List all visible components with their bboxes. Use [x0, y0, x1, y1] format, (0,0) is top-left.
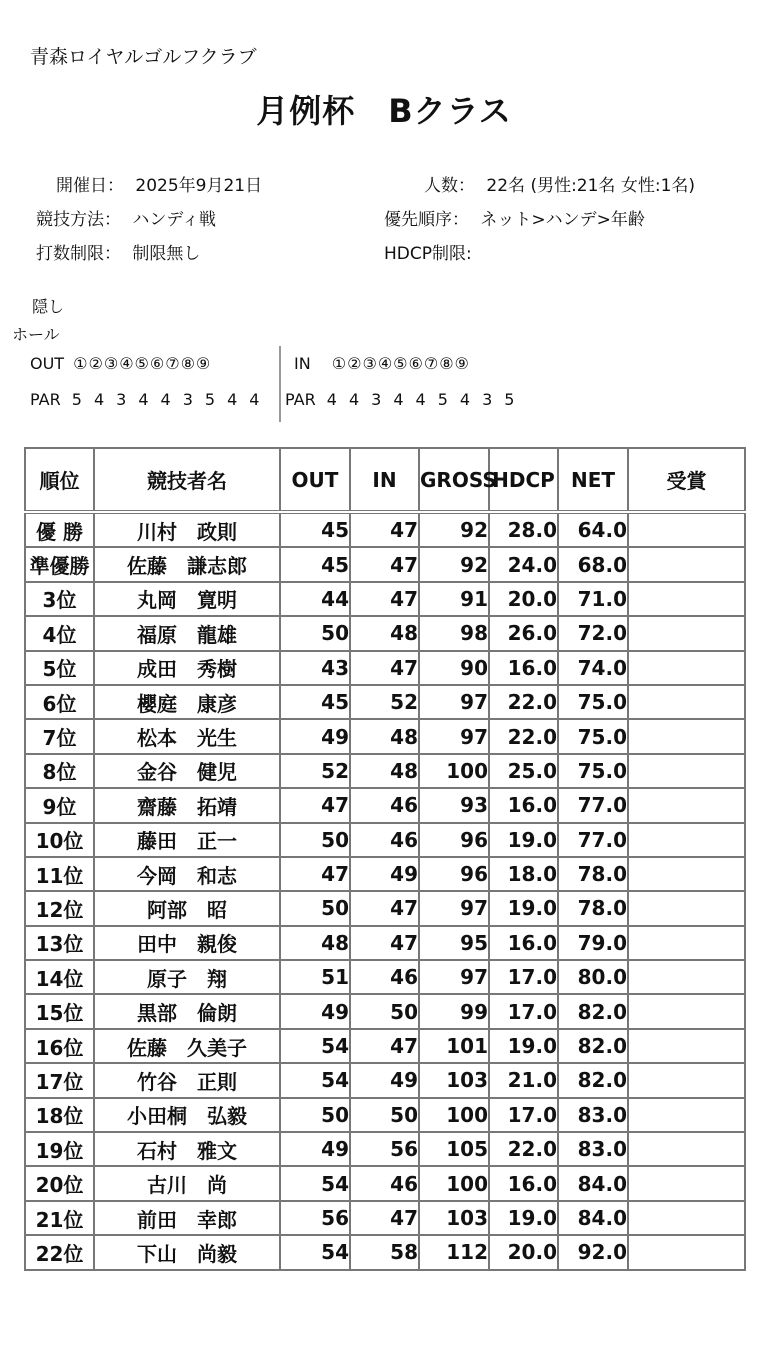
hdcp-cell: 22.0	[489, 1132, 558, 1166]
table-row	[25, 1132, 745, 1166]
net-score-cell: 68.0	[558, 547, 628, 581]
award-cell	[628, 685, 745, 719]
in-par-row	[285, 390, 526, 409]
date-value: 2025年9月21日	[135, 176, 263, 196]
table-row	[25, 685, 745, 719]
out-score-cell: 54	[280, 1166, 350, 1200]
net-score-cell: 84.0	[558, 1201, 628, 1235]
limit-label: 打数制限：	[36, 244, 121, 264]
in-hidden-hole: ③	[362, 354, 377, 373]
header-out: OUT	[280, 448, 350, 512]
gross-score-cell: 96	[419, 857, 489, 891]
player-name-cell: 金谷 健児	[94, 754, 280, 788]
rank-cell: 17位	[25, 1063, 94, 1097]
award-cell	[628, 547, 745, 581]
in-par-value: 4	[348, 390, 360, 409]
header-award: 受賞	[628, 448, 745, 512]
in-score-cell: 52	[350, 685, 419, 719]
out-par-label: PAR	[30, 390, 61, 409]
rank-cell: 8位	[25, 754, 94, 788]
out-score-cell: 45	[280, 512, 350, 547]
in-par-value: 5	[437, 390, 448, 409]
in-par-value: 4	[415, 390, 426, 409]
award-cell	[628, 754, 745, 788]
net-score-cell: 82.0	[558, 994, 628, 1028]
date-label: 開催日：	[56, 176, 124, 196]
player-name-cell: 齋藤 拓靖	[94, 788, 280, 822]
gross-score-cell: 93	[419, 788, 489, 822]
rank-cell: 13位	[25, 926, 94, 960]
results-table	[24, 447, 746, 1271]
out-score-cell: 43	[280, 651, 350, 685]
table-row	[25, 616, 745, 650]
in-hidden-hole: ⑥	[408, 354, 423, 373]
gross-score-cell: 97	[419, 960, 489, 994]
award-cell	[628, 1235, 745, 1269]
gross-score-cell: 100	[419, 754, 489, 788]
hdcp-cell: 19.0	[489, 891, 558, 925]
award-cell	[628, 1201, 745, 1235]
club-name: 青森ロイヤルゴルフクラブ	[30, 46, 257, 68]
net-score-cell: 75.0	[558, 685, 628, 719]
header-net: NET	[558, 448, 628, 512]
rank-cell: 12位	[25, 891, 94, 925]
out-label: OUT	[30, 354, 65, 373]
net-score-cell: 77.0	[558, 788, 628, 822]
rank-cell: 22位	[25, 1235, 94, 1269]
hidden-hole-label-2: ホール	[12, 325, 60, 344]
player-name-cell: 松本 光生	[94, 719, 280, 753]
hdcp-cell: 19.0	[489, 1201, 558, 1235]
net-score-cell: 78.0	[558, 857, 628, 891]
hdcp-cell: 19.0	[489, 1029, 558, 1063]
player-name-cell: 成田 秀樹	[94, 651, 280, 685]
hdcp-cell: 17.0	[489, 1098, 558, 1132]
award-cell	[628, 1166, 745, 1200]
out-hidden-holes	[30, 354, 211, 373]
hdcp-cell: 20.0	[489, 1235, 558, 1269]
player-name-cell: 佐藤 久美子	[94, 1029, 280, 1063]
table-row	[25, 651, 745, 685]
date-info	[56, 171, 262, 196]
out-hidden-hole: ⑤	[134, 354, 149, 373]
gross-score-cell: 112	[419, 1235, 489, 1269]
in-score-cell: 58	[350, 1235, 419, 1269]
method-info	[36, 205, 216, 230]
gross-score-cell: 105	[419, 1132, 489, 1166]
in-score-cell: 47	[350, 926, 419, 960]
in-score-cell: 49	[350, 857, 419, 891]
out-par-value: 5	[71, 390, 82, 409]
in-score-cell: 47	[350, 651, 419, 685]
out-score-cell: 44	[280, 582, 350, 616]
hdcp-cell: 22.0	[489, 719, 558, 753]
in-score-cell: 49	[350, 1063, 419, 1097]
out-score-cell: 54	[280, 1063, 350, 1097]
table-row	[25, 926, 745, 960]
award-cell	[628, 788, 745, 822]
player-name-cell: 石村 雅文	[94, 1132, 280, 1166]
net-score-cell: 80.0	[558, 960, 628, 994]
award-cell	[628, 1132, 745, 1166]
player-name-cell: 下山 尚毅	[94, 1235, 280, 1269]
in-score-cell: 48	[350, 616, 419, 650]
player-name-cell: 原子 翔	[94, 960, 280, 994]
rank-cell: 10位	[25, 823, 94, 857]
in-score-cell: 46	[350, 1166, 419, 1200]
rank-cell: 7位	[25, 719, 94, 753]
hidden-hole-label-1: 隠し	[32, 297, 65, 316]
player-name-cell: 黒部 倫朗	[94, 994, 280, 1028]
out-score-cell: 48	[280, 926, 350, 960]
table-row	[25, 719, 745, 753]
header-name: 競技者名	[94, 448, 280, 512]
table-row	[25, 891, 745, 925]
player-name-cell: 阿部 昭	[94, 891, 280, 925]
priority-value: ネット>ハンデ>年齢	[480, 210, 645, 230]
player-name-cell: 丸岡 寛明	[94, 582, 280, 616]
table-row	[25, 1201, 745, 1235]
count-label: 人数：	[424, 176, 475, 196]
in-hidden-hole: ④	[377, 354, 393, 373]
table-row	[25, 582, 745, 616]
in-par-value: 5	[504, 390, 515, 409]
priority-info	[384, 205, 645, 230]
rank-cell: 5位	[25, 651, 94, 685]
hdcp-cell: 16.0	[489, 1166, 558, 1200]
out-score-cell: 51	[280, 960, 350, 994]
table-row	[25, 1063, 745, 1097]
rank-cell: 15位	[25, 994, 94, 1028]
hdcp-cell: 20.0	[489, 582, 558, 616]
hdcp-cell: 17.0	[489, 960, 558, 994]
table-row	[25, 512, 745, 547]
award-cell	[628, 857, 745, 891]
out-score-cell: 52	[280, 754, 350, 788]
in-score-cell: 48	[350, 754, 419, 788]
out-hidden-hole: ②	[88, 354, 103, 373]
method-label: 競技方法：	[36, 210, 121, 230]
net-score-cell: 75.0	[558, 754, 628, 788]
out-hidden-hole: ①	[73, 354, 88, 373]
gross-score-cell: 100	[419, 1166, 489, 1200]
gross-score-cell: 103	[419, 1201, 489, 1235]
out-hidden-hole: ⑨	[195, 354, 211, 373]
in-score-cell: 47	[350, 891, 419, 925]
table-row	[25, 960, 745, 994]
out-par-value: 4	[93, 390, 105, 409]
net-score-cell: 77.0	[558, 823, 628, 857]
out-score-cell: 49	[280, 1132, 350, 1166]
in-score-cell: 47	[350, 582, 419, 616]
header-in: IN	[350, 448, 419, 512]
hole-divider	[279, 346, 281, 422]
priority-label: 優先順序：	[384, 210, 469, 230]
gross-score-cell: 101	[419, 1029, 489, 1063]
out-score-cell: 50	[280, 823, 350, 857]
rank-cell: 6位	[25, 685, 94, 719]
player-name-cell: 竹谷 正則	[94, 1063, 280, 1097]
out-par-value: 4	[249, 390, 260, 409]
gross-score-cell: 96	[419, 823, 489, 857]
rank-cell: 18位	[25, 1098, 94, 1132]
hdcp-cell: 22.0	[489, 685, 558, 719]
player-name-cell: 川村 政則	[94, 512, 280, 547]
hdcp-cell: 16.0	[489, 926, 558, 960]
in-score-cell: 47	[350, 547, 419, 581]
award-cell	[628, 512, 745, 547]
in-score-cell: 50	[350, 1098, 419, 1132]
count-value: 22名 (男性:21名 女性:1名)	[486, 176, 696, 196]
rank-cell: 20位	[25, 1166, 94, 1200]
in-hidden-hole: ⑤	[393, 354, 408, 373]
in-par-label: PAR	[285, 390, 316, 409]
hdcp-cell: 25.0	[489, 754, 558, 788]
out-hidden-hole: ⑧	[180, 354, 195, 373]
out-score-cell: 49	[280, 994, 350, 1028]
player-name-cell: 古川 尚	[94, 1166, 280, 1200]
in-hidden-holes	[294, 354, 470, 373]
gross-score-cell: 90	[419, 651, 489, 685]
net-score-cell: 75.0	[558, 719, 628, 753]
table-row	[25, 547, 745, 581]
out-score-cell: 54	[280, 1235, 350, 1269]
method-value: ハンディ戦	[132, 210, 217, 230]
award-cell	[628, 994, 745, 1028]
out-score-cell: 56	[280, 1201, 350, 1235]
out-hidden-hole: ⑥	[149, 354, 165, 373]
table-row	[25, 1029, 745, 1063]
award-cell	[628, 719, 745, 753]
player-name-cell: 今岡 和志	[94, 857, 280, 891]
in-score-cell: 47	[350, 1029, 419, 1063]
hdcp-limit-info	[384, 239, 472, 264]
gross-score-cell: 98	[419, 616, 489, 650]
out-score-cell: 49	[280, 719, 350, 753]
player-name-cell: 櫻庭 康彦	[94, 685, 280, 719]
rank-cell: 準優勝	[25, 547, 94, 581]
in-hidden-hole: ①	[331, 354, 347, 373]
rank-cell: 21位	[25, 1201, 94, 1235]
table-row	[25, 754, 745, 788]
award-cell	[628, 1098, 745, 1132]
header-rank: 順位	[25, 448, 94, 512]
hdcp-cell: 16.0	[489, 651, 558, 685]
rank-cell: 優 勝	[25, 512, 94, 547]
table-row	[25, 1235, 745, 1269]
table-row	[25, 994, 745, 1028]
hdcp-cell: 24.0	[489, 547, 558, 581]
in-score-cell: 46	[350, 823, 419, 857]
player-name-cell: 小田桐 弘毅	[94, 1098, 280, 1132]
out-score-cell: 45	[280, 685, 350, 719]
hdcp-cell: 26.0	[489, 616, 558, 650]
player-name-cell: 藤田 正一	[94, 823, 280, 857]
net-score-cell: 82.0	[558, 1029, 628, 1063]
out-score-cell: 50	[280, 616, 350, 650]
hdcp-cell: 16.0	[489, 788, 558, 822]
rank-cell: 19位	[25, 1132, 94, 1166]
out-par-value: 3	[182, 390, 193, 409]
table-row	[25, 1166, 745, 1200]
out-par-value: 4	[138, 390, 149, 409]
table-header-row	[25, 448, 745, 512]
net-score-cell: 71.0	[558, 582, 628, 616]
gross-score-cell: 97	[419, 891, 489, 925]
header-hdcp: HDCP	[489, 448, 558, 512]
net-score-cell: 84.0	[558, 1166, 628, 1200]
in-hidden-hole: ⑧	[439, 354, 454, 373]
out-score-cell: 50	[280, 891, 350, 925]
in-hidden-hole: ⑨	[454, 354, 469, 373]
net-score-cell: 83.0	[558, 1132, 628, 1166]
hdcp-limit-label: HDCP制限:	[384, 244, 472, 264]
in-par-value: 4	[459, 390, 471, 409]
out-score-cell: 47	[280, 857, 350, 891]
award-cell	[628, 651, 745, 685]
in-score-cell: 47	[350, 512, 419, 547]
out-hidden-hole: ③	[103, 354, 119, 373]
limit-value: 制限無し	[132, 244, 201, 264]
player-name-cell: 佐藤 謙志郎	[94, 547, 280, 581]
rank-cell: 14位	[25, 960, 94, 994]
limit-info	[36, 239, 200, 264]
gross-score-cell: 97	[419, 685, 489, 719]
net-score-cell: 92.0	[558, 1235, 628, 1269]
in-label: IN	[294, 354, 311, 373]
rank-cell: 11位	[25, 857, 94, 891]
gross-score-cell: 97	[419, 719, 489, 753]
gross-score-cell: 91	[419, 582, 489, 616]
header-gross: GROSS	[419, 448, 489, 512]
net-score-cell: 78.0	[558, 891, 628, 925]
net-score-cell: 79.0	[558, 926, 628, 960]
award-cell	[628, 1063, 745, 1097]
award-cell	[628, 582, 745, 616]
hdcp-cell: 21.0	[489, 1063, 558, 1097]
in-par-value: 4	[393, 390, 404, 409]
player-name-cell: 田中 親俊	[94, 926, 280, 960]
out-hidden-hole: ④	[119, 354, 134, 373]
in-par-value: 4	[326, 390, 337, 409]
out-score-cell: 50	[280, 1098, 350, 1132]
in-par-value: 3	[371, 390, 382, 409]
net-score-cell: 64.0	[558, 512, 628, 547]
hdcp-cell: 17.0	[489, 994, 558, 1028]
out-hidden-hole: ⑦	[165, 354, 180, 373]
in-score-cell: 50	[350, 994, 419, 1028]
gross-score-cell: 92	[419, 547, 489, 581]
in-hidden-hole: ⑦	[423, 354, 439, 373]
gross-score-cell: 99	[419, 994, 489, 1028]
in-score-cell: 46	[350, 788, 419, 822]
out-par-value: 3	[116, 390, 127, 409]
net-score-cell: 72.0	[558, 616, 628, 650]
net-score-cell: 83.0	[558, 1098, 628, 1132]
in-score-cell: 56	[350, 1132, 419, 1166]
table-row	[25, 1098, 745, 1132]
rank-cell: 9位	[25, 788, 94, 822]
gross-score-cell: 100	[419, 1098, 489, 1132]
award-cell	[628, 616, 745, 650]
player-name-cell: 前田 幸郎	[94, 1201, 280, 1235]
in-score-cell: 48	[350, 719, 419, 753]
out-par-value: 5	[204, 390, 216, 409]
out-par-value: 4	[160, 390, 171, 409]
award-cell	[628, 926, 745, 960]
table-row	[25, 823, 745, 857]
gross-score-cell: 95	[419, 926, 489, 960]
in-hidden-hole: ②	[347, 354, 362, 373]
gross-score-cell: 103	[419, 1063, 489, 1097]
net-score-cell: 74.0	[558, 651, 628, 685]
hdcp-cell: 18.0	[489, 857, 558, 891]
count-info	[424, 171, 695, 196]
out-score-cell: 54	[280, 1029, 350, 1063]
gross-score-cell: 92	[419, 512, 489, 547]
out-score-cell: 47	[280, 788, 350, 822]
rank-cell: 16位	[25, 1029, 94, 1063]
page-title: 月例杯 Bクラス	[256, 92, 512, 130]
out-score-cell: 45	[280, 547, 350, 581]
rank-cell: 4位	[25, 616, 94, 650]
hdcp-cell: 28.0	[489, 512, 558, 547]
table-row	[25, 788, 745, 822]
out-par-row	[30, 390, 271, 409]
in-score-cell: 47	[350, 1201, 419, 1235]
in-par-value: 3	[482, 390, 493, 409]
award-cell	[628, 960, 745, 994]
hdcp-cell: 19.0	[489, 823, 558, 857]
award-cell	[628, 823, 745, 857]
player-name-cell: 福原 龍雄	[94, 616, 280, 650]
award-cell	[628, 1029, 745, 1063]
rank-cell: 3位	[25, 582, 94, 616]
net-score-cell: 82.0	[558, 1063, 628, 1097]
award-cell	[628, 891, 745, 925]
out-par-value: 4	[227, 390, 238, 409]
in-score-cell: 46	[350, 960, 419, 994]
table-row	[25, 857, 745, 891]
